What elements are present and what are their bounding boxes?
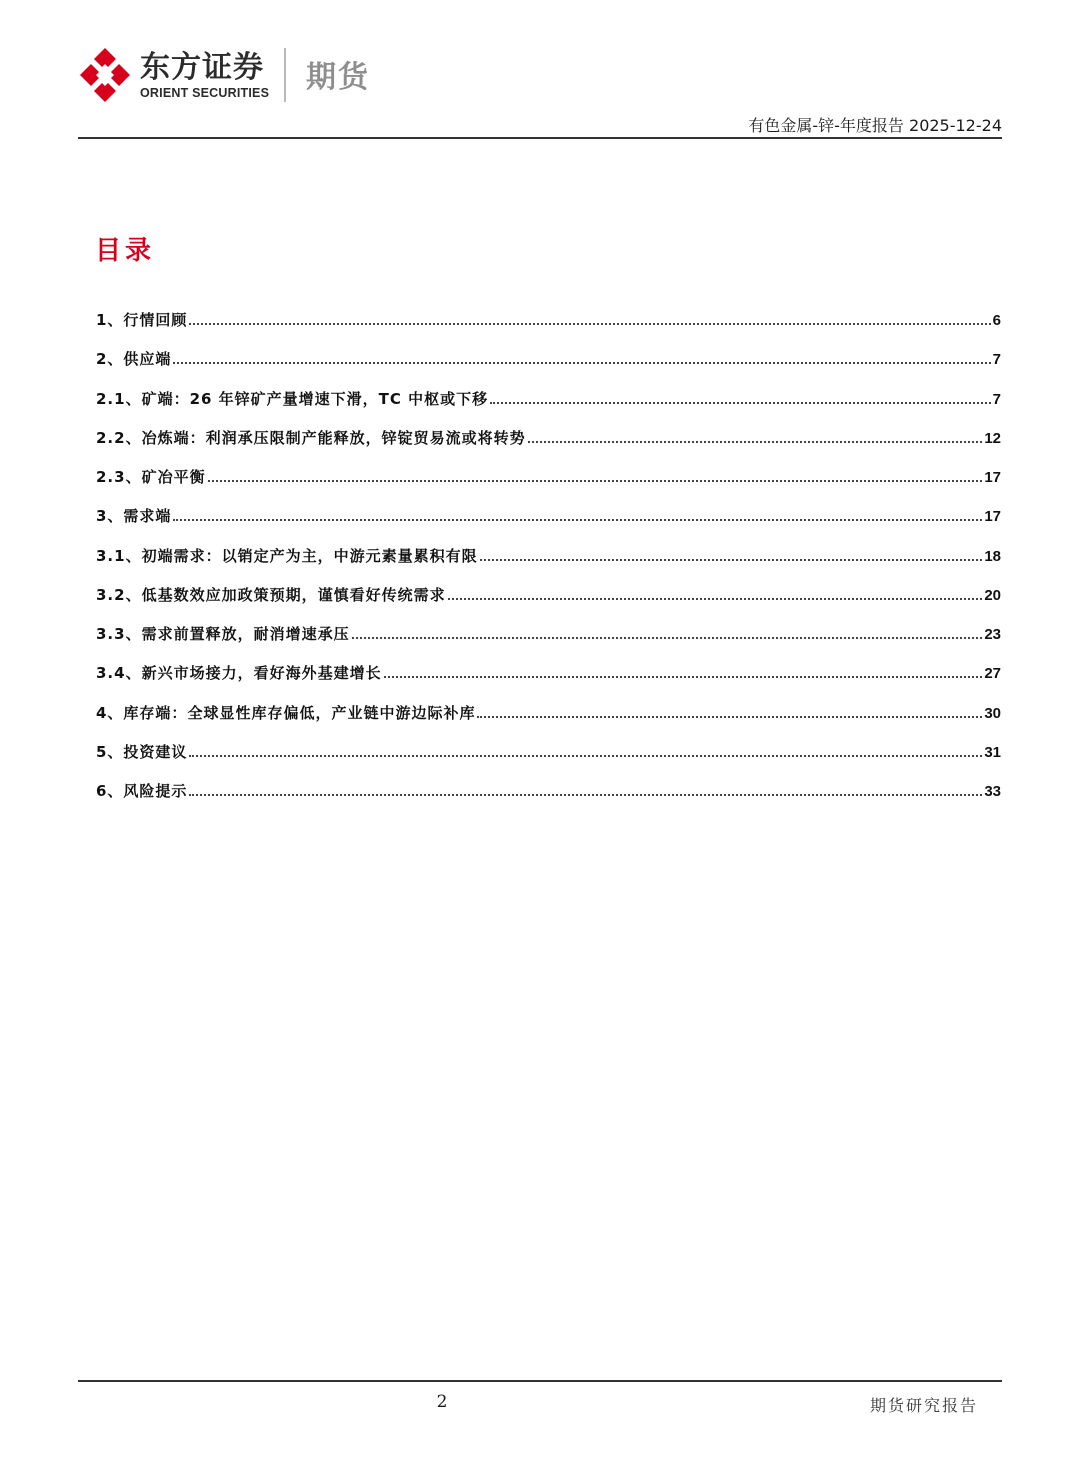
toc-entry-label: 1、行情回顾 xyxy=(96,311,188,329)
toc-leader-dots xyxy=(384,675,983,678)
toc-entry-page: 31 xyxy=(984,743,1001,761)
toc-entry[interactable] xyxy=(96,388,1001,427)
toc-entry-page: 12 xyxy=(984,429,1001,447)
orient-securities-logo-icon xyxy=(78,46,132,104)
toc-leader-dots xyxy=(490,401,991,404)
toc-entry-page: 17 xyxy=(984,508,1001,526)
toc-title: 目录 xyxy=(95,236,156,266)
brand-name-en: ORIENT SECURITIES xyxy=(140,86,270,100)
toc-leader-dots xyxy=(208,479,983,482)
toc-entry[interactable] xyxy=(96,348,1001,387)
toc-entry-label: 3.3、需求前置释放，耐消增速承压 xyxy=(96,625,350,643)
toc-entry[interactable] xyxy=(96,584,1001,623)
toc-leader-dots xyxy=(528,440,983,443)
toc-entry-page: 30 xyxy=(984,704,1001,722)
toc-entry-label: 3、需求端 xyxy=(96,507,172,526)
toc-leader-dots xyxy=(173,361,990,364)
toc-entry-page: 7 xyxy=(992,351,1001,369)
toc-entry-label: 2、供应端 xyxy=(96,350,172,369)
toc-entry[interactable] xyxy=(96,780,1001,819)
toc-entry[interactable] xyxy=(96,466,1001,505)
toc-entry-label: 2.3、矿冶平衡 xyxy=(96,468,206,486)
toc-leader-dots xyxy=(189,793,982,796)
toc-leader-dots xyxy=(189,322,990,325)
toc-entry-label: 2.1、矿端：26 年锌矿产量增速下滑，TC 中枢或下移 xyxy=(96,389,489,408)
table-of-contents xyxy=(96,309,1001,819)
footer-divider xyxy=(78,1380,1002,1382)
toc-entry[interactable] xyxy=(96,741,1001,780)
toc-entry[interactable] xyxy=(96,623,1001,662)
toc-entry-page: 18 xyxy=(984,547,1001,565)
toc-entry-page: 7 xyxy=(992,390,1001,408)
brand-divider xyxy=(284,48,286,102)
toc-entry-label: 3.1、初端需求：以销定产为主，中游元素量累积有限 xyxy=(96,546,478,565)
footer-note: 期货研究报告 xyxy=(869,1396,978,1415)
toc-entry-label: 6、风险提示 xyxy=(96,782,188,800)
toc-leader-dots xyxy=(448,597,983,600)
header-divider xyxy=(78,137,1002,139)
toc-leader-dots xyxy=(477,715,982,718)
toc-entry[interactable] xyxy=(96,427,1001,466)
report-info: 有色金属-锌-年度报告 2025-12-24 xyxy=(748,116,1002,135)
toc-entry-page: 17 xyxy=(984,469,1001,486)
toc-entry-label: 2.2、冶炼端：利润承压限制产能释放，锌锭贸易流或将转势 xyxy=(96,428,526,447)
toc-leader-dots xyxy=(352,636,983,639)
toc-entry[interactable] xyxy=(96,662,1001,701)
toc-entry[interactable] xyxy=(96,702,1001,741)
toc-leader-dots xyxy=(173,518,982,521)
toc-entry-label: 4、库存端：全球显性库存偏低，产业链中游边际补库 xyxy=(96,703,476,722)
toc-entry-label: 3.4、新兴市场接力，看好海外基建增长 xyxy=(96,664,382,683)
toc-entry-page: 23 xyxy=(984,626,1001,643)
toc-leader-dots xyxy=(189,754,982,757)
toc-entry[interactable] xyxy=(96,309,1001,348)
toc-entry-label: 5、投资建议 xyxy=(96,742,188,761)
toc-entry-page: 6 xyxy=(992,312,1001,329)
toc-entry-page: 33 xyxy=(984,783,1001,800)
brand-name xyxy=(140,50,269,100)
toc-entry-page: 27 xyxy=(984,665,1001,683)
toc-entry-page: 20 xyxy=(984,586,1001,604)
toc-leader-dots xyxy=(480,558,983,561)
toc-entry[interactable] xyxy=(96,545,1001,584)
brand-name-cn: 东方证券 xyxy=(140,50,264,85)
toc-entry[interactable] xyxy=(96,505,1001,544)
page-number: 2 xyxy=(436,1392,448,1412)
brand-division: 期货 xyxy=(306,60,370,95)
toc-entry-label: 3.2、低基数效应加政策预期，谨慎看好传统需求 xyxy=(96,585,446,604)
